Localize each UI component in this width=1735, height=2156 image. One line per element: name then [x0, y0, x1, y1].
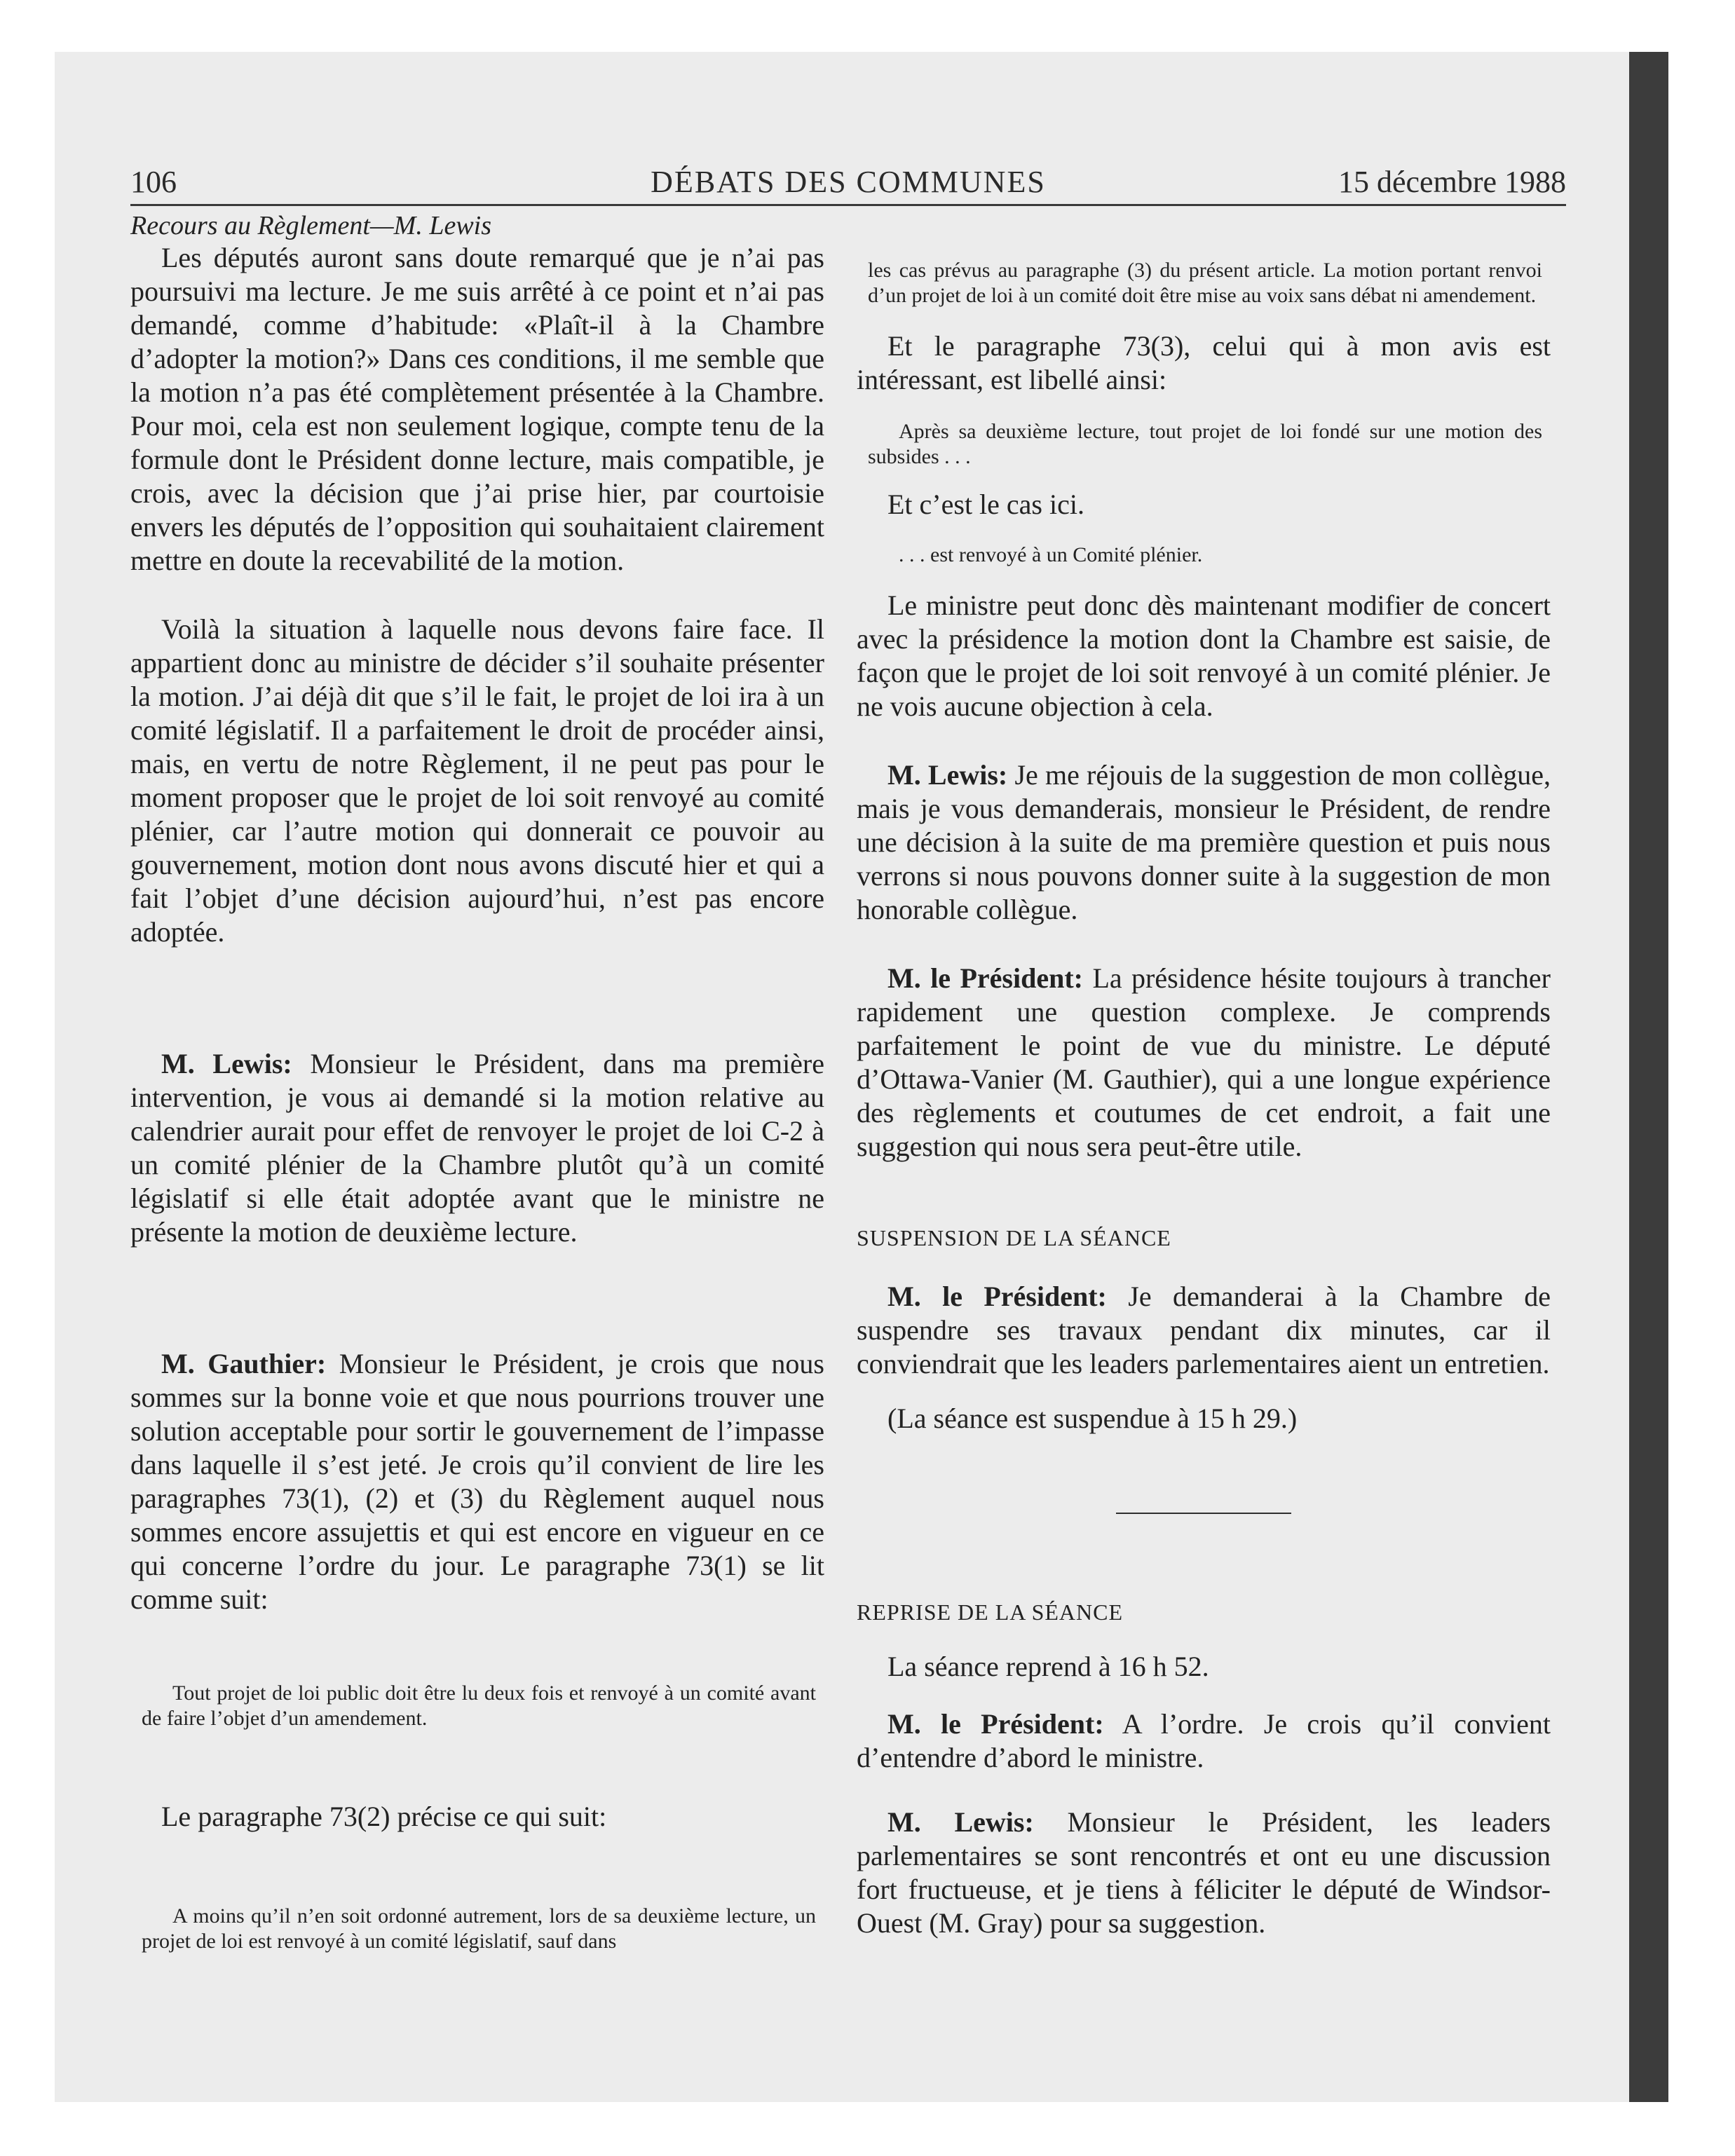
quotation: A moins qu’il n’en soit ordonné autrement, lors de sa deuxième lecture, un projet de loi est renvoyé à un comité législatif, sauf dans	[142, 1904, 816, 1953]
section-heading: SUSPENSION DE LA SÉANCE	[857, 1225, 1171, 1250]
speaker-name: M. le Président:	[887, 1708, 1104, 1740]
paragraph	[857, 1280, 1551, 1381]
section-heading: REPRISE DE LA SÉANCE	[857, 1599, 1124, 1625]
speech-text: Je demanderai à la Chambre de suspendre ses travaux pendant dix minutes, car il conviendrait que les leaders parlementaires aient un entretien.	[857, 1281, 1551, 1379]
scan-edge-shadow	[1629, 52, 1668, 2102]
quotation: . . . est renvoyé à un Comité plénier.	[899, 543, 1203, 566]
quotation: Tout projet de loi public doit être lu deux fois et renvoyé à un comité avant de faire l’objet d’un amendement.	[142, 1681, 816, 1730]
page-date: 15 décembre 1988	[1338, 165, 1566, 199]
paragraph	[857, 962, 1551, 1164]
page-number: 106	[130, 165, 177, 199]
paragraph: Et c’est le cas ici.	[887, 489, 1084, 520]
paragraph	[857, 758, 1551, 927]
speech-text: Monsieur le Président, dans ma première intervention, je vous ai demandé si la motion relative au calendrier aurait pour effet de renvoyer le projet de loi C-2 à un comité plénier de la Chambre plutôt qu’à un comité législatif si elle était adoptée avant que le ministre ne présente la motion de deuxième lecture.	[130, 1048, 825, 1248]
paragraph: Les députés auront sans doute remarqué que je n’ai pas poursuivi ma lecture. Je me suis arrêté à ce point et n’ai pas demandé, comme d’habitude: «Plaît-il à la Chambre d’adopter la motion?» Dans ces conditions, il me semble que la motion n’a pas été complètement présentée à la Chambre. Pour moi, cela est non seulement logique, compte tenu de la formule dont le Président donne lecture, mais compatible, je crois, avec la décision que j’ai prise hier, par courtoisie envers les députés de l’opposition qui souhaitaient clairement mettre en doute la recevabilité de la motion.	[130, 242, 824, 576]
speaker-name: M. le Président:	[887, 962, 1083, 994]
speaker-name: M. Lewis:	[161, 1048, 292, 1079]
left-column	[130, 210, 824, 1954]
paragraph: Le ministre peut donc dès maintenant modifier de concert avec la présidence la motion dont la Chambre est saisie, de façon que le projet de loi soit renvoyé à un comité plénier. Je ne vois aucune objection à cela.	[857, 589, 1551, 722]
quotation: Après sa deuxième lecture, tout projet de loi fondé sur une motion des subsides . . .	[868, 420, 1542, 468]
paragraph	[130, 1047, 824, 1249]
paragraph	[130, 1347, 824, 1616]
speech-text: Je me réjouis de la suggestion de mon collègue, mais je vous demanderais, monsieur le Président, de rendre une décision à la suite de ma première question et puis nous verrons si nous pouvons donner suite à la suggestion de mon honorable collègue.	[857, 759, 1551, 925]
quotation: les cas prévus au paragraphe (3) du présent article. La motion portant renvoi d’un projet de loi à un comité doit être mise au voix sans débat ni amendement.	[868, 259, 1542, 307]
page-header	[130, 161, 1566, 203]
paragraph: Voilà la situation à laquelle nous devons faire face. Il appartient donc au ministre de décider s’il souhaite présenter la motion. J’ai déjà dit que s’il le fait, le projet de loi ira à un comité législatif. Il a parfaitement le droit de procéder ainsi, mais, en vertu de notre Règlement, il ne peut pas pour le moment proposer que le projet de loi soit renvoyé au comité plénier, car l’autre motion qui donnerait ce pouvoir au gouvernement, motion dont nous avons discuté hier et qui a fait l’objet d’une décision aujourd’hui, n’est pas encore adoptée.	[130, 613, 824, 948]
speech-text: Monsieur le Président, les leaders parlementaires se sont rencontrés et ont eu une discussion fort fructueuse, et je tiens à féliciter le député de Windsor-Ouest (M. Gray) pour sa suggestion.	[857, 1806, 1551, 1939]
speech-text: La présidence hésite toujours à trancher rapidement une question complexe. Je comprends parfaitement le point de vue du ministre. Le député d’Ottawa-Vanier (M. Gauthier), qui a une longue expérience des règlements et coutumes de cet endroit, a fait une suggestion qui nous sera peut-être utile.	[857, 962, 1551, 1162]
right-column	[857, 210, 1551, 1940]
publication-title: DÉBATS DES COMMUNES	[651, 165, 1046, 199]
header-rule	[130, 204, 1566, 206]
paragraph: Et le paragraphe 73(3), celui qui à mon avis est intéressant, est libellé ainsi:	[857, 330, 1551, 395]
paragraph: (La séance est suspendue à 15 h 29.)	[887, 1403, 1298, 1434]
paragraph: La séance reprend à 16 h 52.	[887, 1651, 1209, 1682]
running-head: Recours au Règlement—M. Lewis	[130, 211, 492, 240]
speaker-name: M. Lewis:	[887, 759, 1008, 791]
paragraph	[857, 1707, 1551, 1775]
speech-text: A l’ordre. Je crois qu’il convient d’entendre d’abord le ministre.	[857, 1708, 1551, 1773]
speaker-name: M. Gauthier:	[161, 1348, 327, 1379]
speaker-name: M. Lewis:	[887, 1806, 1034, 1838]
speech-text: Monsieur le Président, je crois que nous sommes sur la bonne voie et que nous pourrions trouver une solution acceptable pour sortir le gouvernement de l’impasse dans laquelle il s’est jeté. Je crois qu’il convient de lire les paragraphes 73(1), (2) et (3) du Règlement auquel nous sommes encore assujettis et qui est encore en vigueur en ce qui concerne l’ordre du jour. Le paragraphe 73(1) se lit comme suit:	[130, 1348, 824, 1615]
speaker-name: M. le Président:	[887, 1281, 1107, 1312]
paragraph	[857, 1806, 1551, 1940]
paragraph: Le paragraphe 73(2) précise ce qui suit:	[161, 1801, 607, 1832]
